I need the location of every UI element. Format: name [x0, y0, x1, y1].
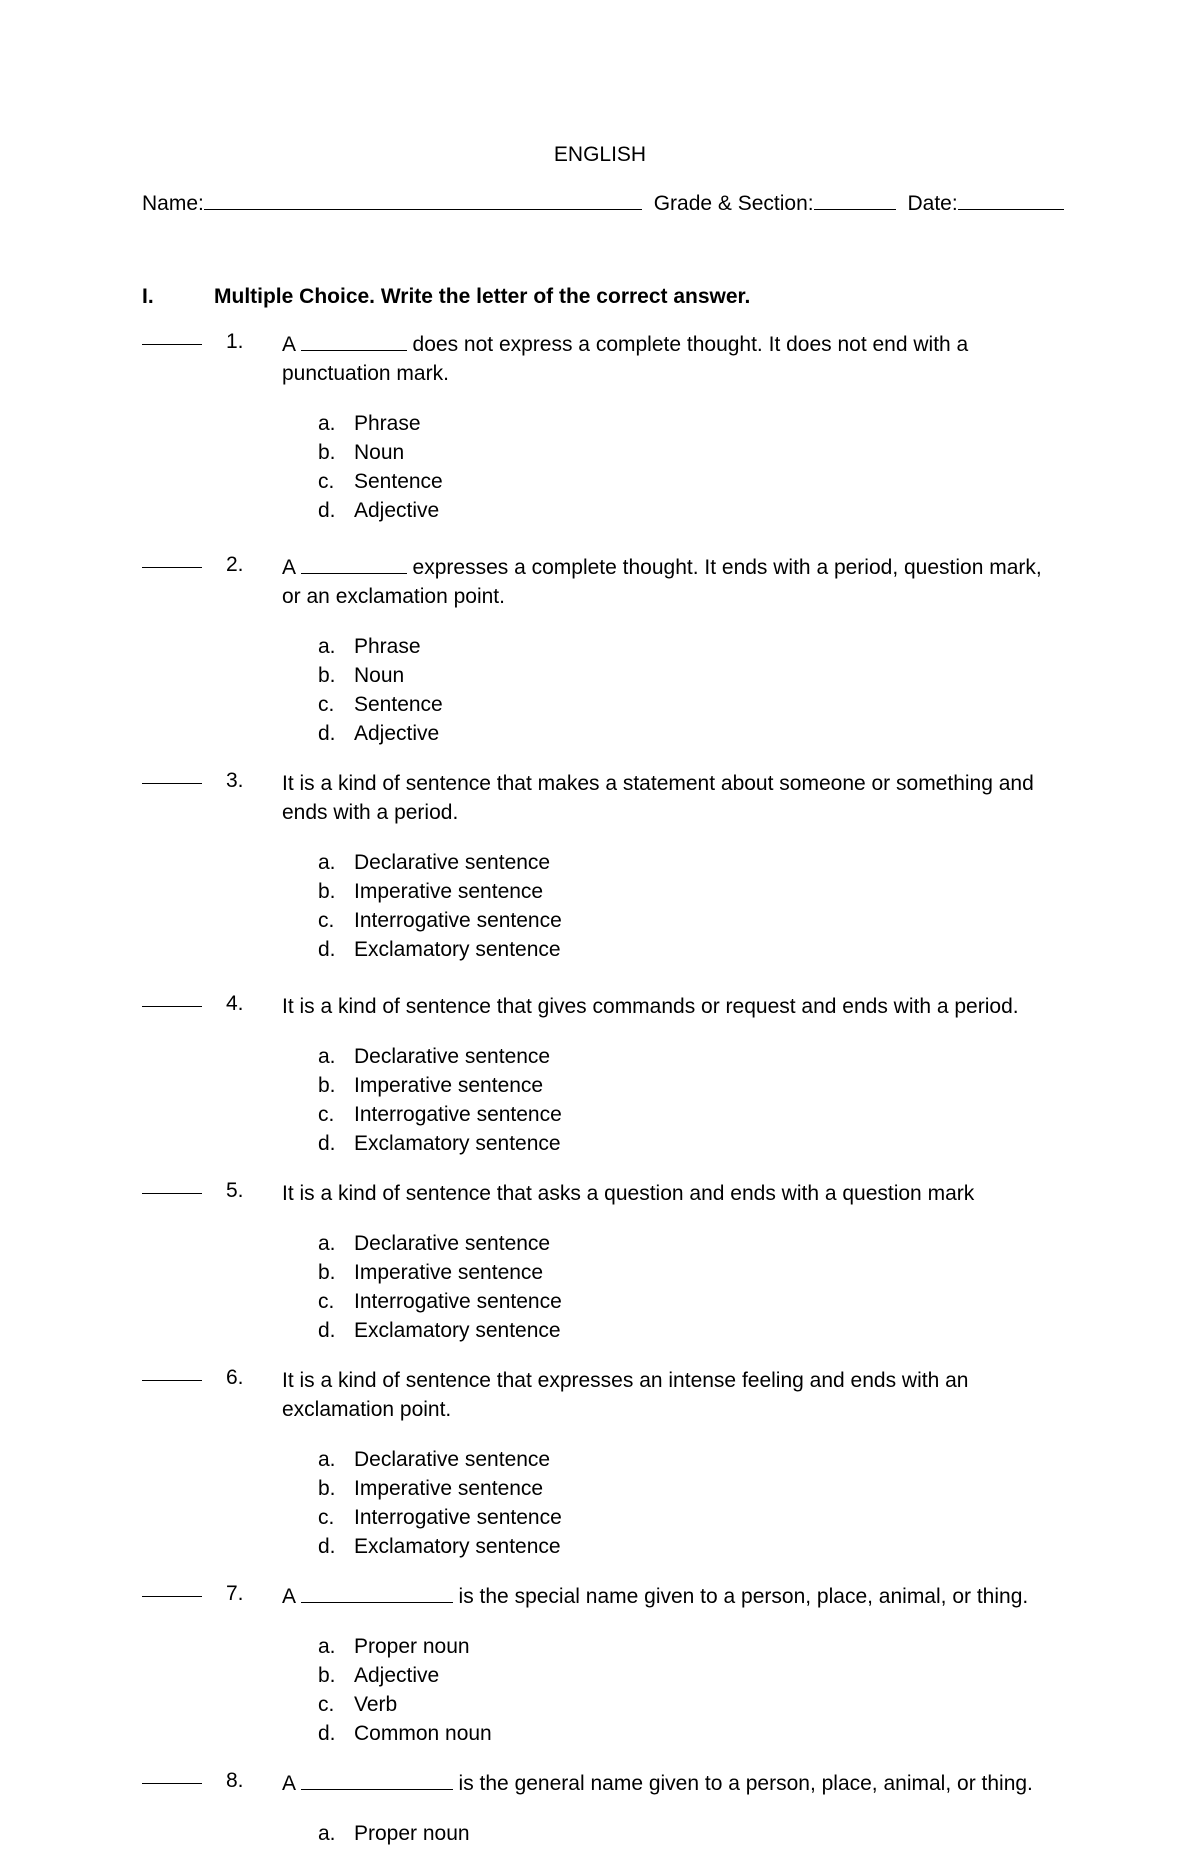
option-text: Interrogative sentence	[354, 1290, 562, 1313]
student-info-line	[142, 191, 1052, 216]
option-text: Sentence	[354, 470, 443, 493]
answer-options	[318, 1229, 1052, 1345]
question-item	[142, 1582, 1052, 1748]
answer-option	[318, 1287, 1052, 1316]
option-text: Exclamatory sentence	[354, 938, 561, 961]
option-text: Imperative sentence	[354, 880, 544, 903]
option-letter: c.	[318, 1290, 335, 1313]
question-stem	[282, 330, 1042, 388]
question-item	[142, 992, 1052, 1158]
option-text: Verb	[354, 1693, 398, 1716]
option-letter: d.	[318, 938, 336, 961]
question-text: A	[282, 1585, 295, 1608]
answer-blank[interactable]	[142, 567, 202, 568]
question-item	[142, 1366, 1052, 1561]
option-letter: d.	[318, 499, 336, 522]
answer-option	[318, 1503, 1052, 1532]
question-stem	[282, 1179, 1042, 1208]
question-number: 3.	[226, 769, 244, 792]
option-letter: c.	[318, 693, 335, 716]
question-stem	[282, 992, 1042, 1021]
question-item	[142, 1769, 1052, 1848]
option-letter: a.	[318, 1232, 336, 1255]
answer-option	[318, 1632, 1052, 1661]
option-letter: c.	[318, 1103, 335, 1126]
option-text: Common noun	[354, 1722, 492, 1745]
option-letter: c.	[318, 1693, 335, 1716]
option-letter: b.	[318, 664, 336, 687]
answer-option	[318, 848, 1052, 877]
date-field[interactable]	[958, 191, 1064, 210]
question-stem	[282, 1769, 1042, 1798]
question-number: 8.	[226, 1769, 244, 1792]
option-text: Exclamatory sentence	[354, 1319, 561, 1342]
option-letter: b.	[318, 441, 336, 464]
grade-section-field[interactable]	[814, 191, 896, 210]
answer-blank[interactable]	[142, 783, 202, 784]
option-letter: a.	[318, 412, 336, 435]
option-text: Exclamatory sentence	[354, 1535, 561, 1558]
question-item	[142, 553, 1052, 748]
answer-option	[318, 906, 1052, 935]
question-text-continued: is the special name given to a person, place, animal, or thing.	[458, 1585, 1029, 1608]
question-number: 7.	[226, 1582, 244, 1605]
option-text: Interrogative sentence	[354, 909, 562, 932]
fill-in-blank[interactable]	[301, 1771, 453, 1790]
question-item	[142, 769, 1052, 964]
question-number: 2.	[226, 553, 244, 576]
question-text: It is a kind of sentence that expresses an intense feeling and ends with an exclamation point.	[282, 1369, 969, 1421]
option-text: Phrase	[354, 635, 421, 658]
option-text: Proper noun	[354, 1822, 470, 1845]
option-letter: b.	[318, 1074, 336, 1097]
option-text: Declarative sentence	[354, 1045, 551, 1068]
answer-option	[318, 877, 1052, 906]
question-number: 4.	[226, 992, 244, 1015]
question-text-continued: is the general name given to a person, place, animal, or thing.	[458, 1772, 1033, 1795]
option-text: Noun	[354, 441, 405, 464]
option-letter: d.	[318, 1132, 336, 1155]
option-text: Interrogative sentence	[354, 1506, 562, 1529]
answer-blank[interactable]	[142, 1596, 202, 1597]
answer-options	[318, 632, 1052, 748]
option-text: Declarative sentence	[354, 1448, 551, 1471]
name-label: Name:	[142, 192, 204, 215]
option-text: Imperative sentence	[354, 1477, 544, 1500]
answer-blank[interactable]	[142, 1193, 202, 1194]
answer-blank[interactable]	[142, 344, 202, 345]
answer-option	[318, 1042, 1052, 1071]
option-text: Phrase	[354, 412, 421, 435]
option-letter: c.	[318, 909, 335, 932]
question-list	[142, 330, 1052, 1869]
option-letter: a.	[318, 1448, 336, 1471]
option-text: Imperative sentence	[354, 1074, 544, 1097]
option-text: Proper noun	[354, 1635, 470, 1658]
option-text: Adjective	[354, 722, 440, 745]
answer-option	[318, 1474, 1052, 1503]
answer-option	[318, 1129, 1052, 1158]
answer-option	[318, 1258, 1052, 1287]
option-text: Declarative sentence	[354, 1232, 551, 1255]
section-instruction: Multiple Choice. Write the letter of the correct answer.	[214, 285, 751, 308]
name-field[interactable]	[204, 191, 642, 210]
answer-option	[318, 632, 1052, 661]
date-label: Date:	[907, 192, 958, 215]
answer-option	[318, 1532, 1052, 1561]
option-letter: b.	[318, 1261, 336, 1284]
answer-option	[318, 690, 1052, 719]
option-text: Sentence	[354, 693, 443, 716]
option-letter: a.	[318, 1822, 336, 1845]
question-text-continued: expresses a complete thought. It ends with a period, question mark, or an exclamation point.	[282, 556, 1042, 608]
grade-section-label: Grade & Section:	[653, 192, 814, 215]
question-text-continued: does not express a complete thought. It does not end with a punctuation mark.	[282, 333, 969, 385]
answer-option	[318, 1071, 1052, 1100]
question-text: A	[282, 1772, 295, 1795]
answer-options	[318, 1632, 1052, 1748]
answer-option	[318, 1445, 1052, 1474]
option-text: Exclamatory sentence	[354, 1132, 561, 1155]
answer-option	[318, 438, 1052, 467]
answer-option	[318, 467, 1052, 496]
answer-option	[318, 409, 1052, 438]
answer-option	[318, 1316, 1052, 1345]
answer-option	[318, 1100, 1052, 1129]
question-stem	[282, 769, 1042, 827]
answer-blank[interactable]	[142, 1783, 202, 1784]
option-letter: d.	[318, 722, 336, 745]
answer-options	[318, 1042, 1052, 1158]
option-letter: b.	[318, 880, 336, 903]
answer-option	[318, 1819, 1052, 1848]
answer-options	[318, 848, 1052, 964]
option-text: Imperative sentence	[354, 1261, 544, 1284]
answer-options	[318, 1445, 1052, 1561]
answer-option	[318, 496, 1052, 525]
question-text: A	[282, 333, 295, 356]
answer-option	[318, 1661, 1052, 1690]
answer-option	[318, 1719, 1052, 1748]
option-letter: d.	[318, 1319, 336, 1342]
answer-option	[318, 661, 1052, 690]
option-letter: b.	[318, 1664, 336, 1687]
question-text: It is a kind of sentence that asks a question and ends with a question mark	[282, 1182, 975, 1205]
option-text: Adjective	[354, 499, 440, 522]
question-number: 5.	[226, 1179, 244, 1202]
question-number: 1.	[226, 330, 244, 353]
fill-in-blank[interactable]	[301, 555, 407, 574]
question-stem	[282, 553, 1042, 611]
question-text: A	[282, 556, 295, 579]
question-item	[142, 1179, 1052, 1345]
question-text: It is a kind of sentence that gives commands or request and ends with a period.	[282, 995, 1019, 1018]
question-item	[142, 330, 1052, 525]
answer-options	[318, 1819, 1052, 1848]
option-text: Noun	[354, 664, 405, 687]
question-stem	[282, 1582, 1042, 1611]
answer-blank[interactable]	[142, 1380, 202, 1381]
answer-blank[interactable]	[142, 1006, 202, 1007]
answer-options	[318, 409, 1052, 525]
option-letter: d.	[318, 1535, 336, 1558]
option-letter: c.	[318, 1506, 335, 1529]
answer-option	[318, 1229, 1052, 1258]
answer-option	[318, 1690, 1052, 1719]
fill-in-blank[interactable]	[301, 1584, 453, 1603]
option-letter: a.	[318, 1045, 336, 1068]
option-letter: a.	[318, 851, 336, 874]
question-number: 6.	[226, 1366, 244, 1389]
option-text: Adjective	[354, 1664, 440, 1687]
option-letter: a.	[318, 1635, 336, 1658]
fill-in-blank[interactable]	[301, 332, 407, 351]
option-letter: b.	[318, 1477, 336, 1500]
question-text: It is a kind of sentence that makes a statement about someone or something and ends with a period.	[282, 772, 1034, 824]
option-letter: d.	[318, 1722, 336, 1745]
answer-option	[318, 935, 1052, 964]
section-number: I.	[142, 285, 154, 308]
option-text: Declarative sentence	[354, 851, 551, 874]
option-text: Interrogative sentence	[354, 1103, 562, 1126]
question-stem	[282, 1366, 1042, 1424]
answer-option	[318, 719, 1052, 748]
option-letter: a.	[318, 635, 336, 658]
option-letter: c.	[318, 470, 335, 493]
worksheet-title: ENGLISH	[553, 143, 647, 166]
